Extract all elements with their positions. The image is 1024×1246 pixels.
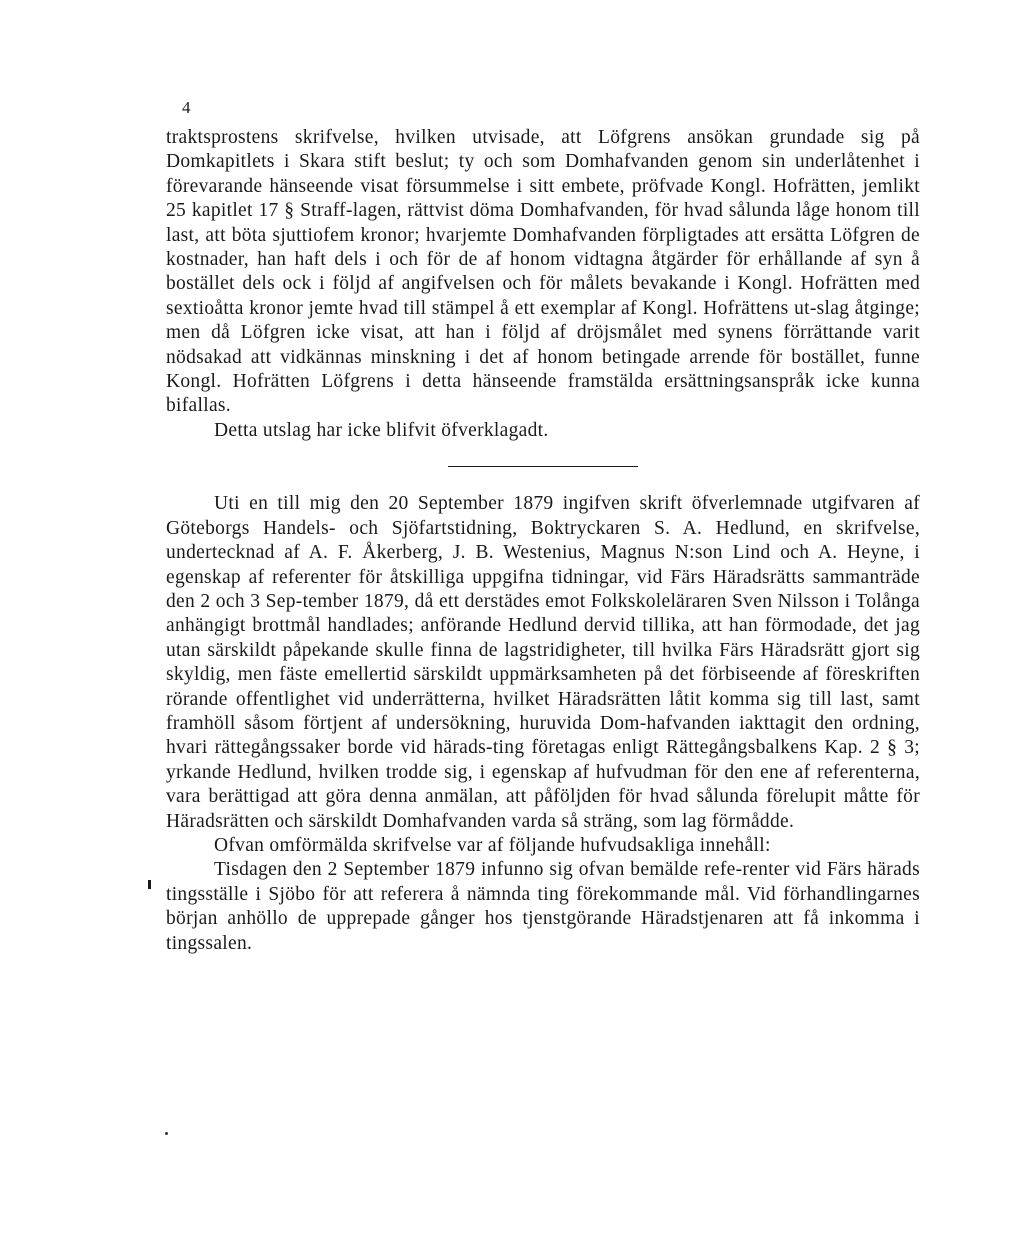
text-column <box>166 126 920 956</box>
section-divider <box>448 466 638 467</box>
print-speck <box>165 1132 168 1135</box>
paragraph-letter-intro: Ofvan omförmälda skrifvelse var af följande hufvudsakliga innehåll: <box>214 834 771 856</box>
margin-mark <box>148 880 151 889</box>
page-number: 4 <box>182 98 191 117</box>
paragraph-hedlund-complaint: Uti en till mig den 20 September 1879 ingifven skrift öfverlemnade utgifvaren af Göteborgs Handels- och Sjöfartstidning, Boktryckaren S. A. Hedlund, en skrifvelse, undertecknad af A. F. Åkerberg, J. B. Westenius, Magnus N:son Lind och A. Heyne, i egenskap af referenter för åtskilliga uppgifna tidningar, vid Färs Häradsrätts sammanträde den 2 och 3 Sep-tember 1879, då ett derstädes emot Folkskoleläraren Sven Nilsson i Tolånga anhängigt brottmål handlades; anförande Hedlund dervid tillika, att han förmodade, det jag utan särskildt påpekande skulle finna de lagstridigheter, till hvilka Färs Häradsrätt gjort sig skyldig, men fäste emellertid särskildt uppmärksamheten på det förbiseende af föreskriften rörande offentlighet vid underrätterna, hvilket Häradsrätten låtit komma sig till last, samt framhöll såsom förtjent af undersökning, huruvida Dom-hafvanden iakttagit den ordning, hvari rättegångssaker borde vid härads-ting företagas enligt Rättegångsbalkens Kap. 2 § 3; yrkande Hedlund, hvilken trodde sig, i egenskap af hufvudman för den ene af referenterna, vara berättigad att göra denna anmälan, att påföljden för hvad sålunda förelupit måtte för Häradsrätten och särskildt Domhafvanden varda så sträng, som lag förmådde. <box>166 493 920 832</box>
paragraph-letter-content: Tisdagen den 2 September 1879 infunno sig ofvan bemälde refe-renter vid Färs härads tingsställe i Sjöbo för att referera å nämnda ting förekommande mål. Vid förhandlingarnes början anhöllo de upprepade gånger hos tjenstgörande Häradstjenaren att få inkomma i tingssalen. <box>166 859 920 954</box>
paragraph-verdict: traktsprostens skrifvelse, hvilken utvisade, att Löfgrens ansökan grundade sig på Domkapitlets i Skara stift beslut; ty och som Domhafvanden genom sin underlåtenhet i förevarande hänseende visat försummelse i sitt embete, pröfvade Kongl. Hofrätten, jemlikt 25 kapitlet 17 § Straff-lagen, rättvist döma Domhafvanden, för hvad sålunda låge honom till last, att böta sjuttiofem kronor; hvarjemte Domhafvanden förpligtades att ersätta Löfgren de kostnader, han haft dels i och för de af honom vidtagna åtgärder för erhållande af syn å bostället dels ock i följd af angifvelsen och för målets bevakande i Kongl. Hofrätten med sextioåtta kronor jemte hvad till stämpel å ett exemplar af Kongl. Hofrättens ut-slag åtginge; men då Löfgren icke visat, att han i följd af dröjsmålet med synens förrättande varit nödsakad att vidkännas minskning i det af honom betingade arrende för bostället, funne Kongl. Hofrätten Löfgrens i detta hänseende framstälda ersättningsanspråk icke kunna bifallas. <box>166 127 920 417</box>
paragraph-not-appealed: Detta utslag har icke blifvit öfverklagadt. <box>214 419 549 441</box>
